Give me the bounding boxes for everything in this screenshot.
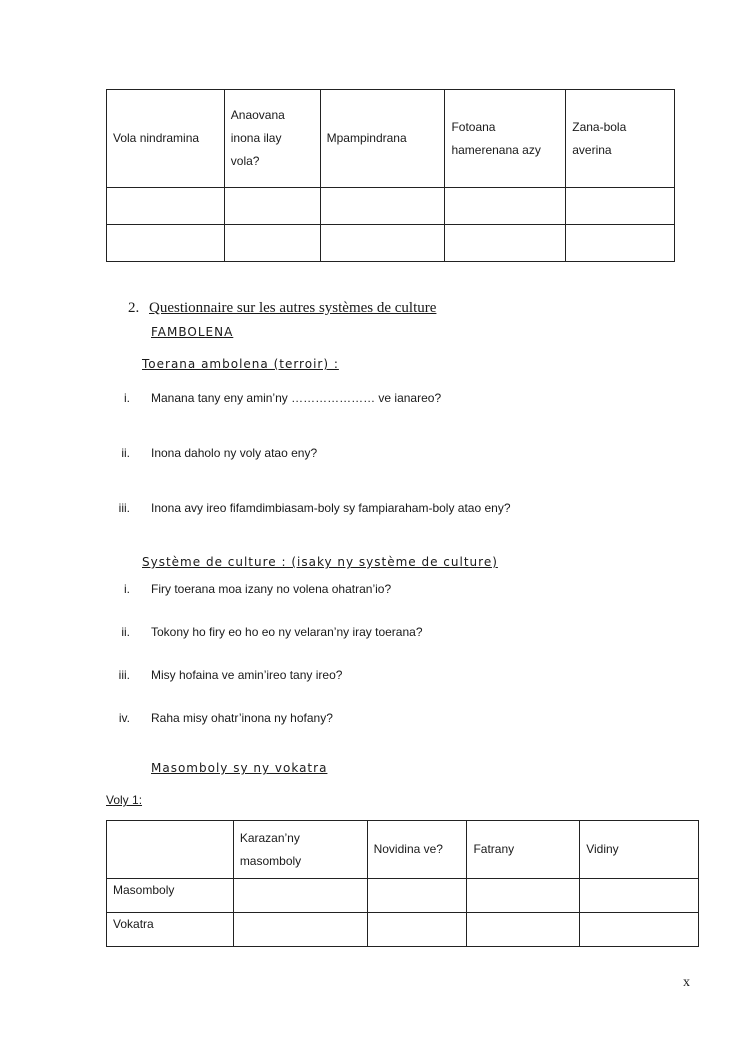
table-cell[interactable] (467, 879, 580, 913)
row-label: Masomboly (107, 879, 234, 913)
table-cell[interactable] (445, 225, 566, 262)
systeme-heading: Système de culture : (isaky ny système de culture) (142, 555, 498, 569)
table-cell[interactable] (107, 225, 225, 262)
table-cell[interactable] (224, 225, 320, 262)
item-number: i. (124, 391, 130, 405)
seed-table-header-row (107, 821, 699, 879)
page-number: x (683, 975, 690, 990)
item-text: Tokony ho firy eo ho eo ny velaran’ny iray toerana? (151, 625, 423, 639)
item-text: Inona daholo ny voly atao eny? (151, 446, 318, 460)
item-text: Manana tany eny amin’ny ………………… ve ianareo? (151, 391, 442, 405)
terroir-heading: Toerana ambolena (terroir) : (142, 357, 339, 371)
loan-header-interest: Zana-bola averina (566, 90, 675, 188)
table-cell[interactable] (320, 188, 445, 225)
loan-header-purpose: Anaovana inona ilay vola? (224, 90, 320, 188)
item-number: ii. (121, 625, 130, 639)
table-row (107, 188, 675, 225)
table-cell[interactable] (224, 188, 320, 225)
table-cell[interactable] (367, 913, 467, 947)
seed-header-type: Karazan’ny masomboly (233, 821, 367, 879)
seed-header-quantity: Fatrany (467, 821, 580, 879)
table-row (107, 913, 699, 947)
table-row (107, 879, 699, 913)
item-text: Inona avy ireo fifamdimbiasam-boly sy fampiaraham-boly atao eny? (151, 501, 511, 515)
item-text: Misy hofaina ve amin’ireo tany ireo? (151, 668, 343, 682)
item-text: Raha misy ohatr’inona ny hofany? (151, 711, 333, 725)
table-cell[interactable] (367, 879, 467, 913)
table-cell[interactable] (580, 879, 699, 913)
item-text: Firy toerana moa izany no volena ohatran’io? (151, 582, 392, 596)
section-title (128, 300, 436, 317)
loan-table-header-row (107, 90, 675, 188)
table-cell[interactable] (566, 188, 675, 225)
table-row (107, 225, 675, 262)
table-cell[interactable] (233, 913, 367, 947)
section-number: 2. (128, 300, 140, 316)
table-cell[interactable] (445, 188, 566, 225)
masomboly-heading: Masomboly sy ny vokatra (151, 761, 328, 775)
table-cell[interactable] (107, 188, 225, 225)
item-number: iii. (118, 501, 130, 515)
seed-header-price: Vidiny (580, 821, 699, 879)
seed-table (106, 820, 699, 947)
section-title-text: Questionnaire sur les autres systèmes de culture (149, 300, 437, 316)
loan-table (106, 89, 675, 262)
loan-header-repay-time: Fotoana hamerenana azy (445, 90, 566, 188)
section-subtitle: FAMBOLENA (151, 325, 234, 339)
item-number: iii. (118, 668, 130, 682)
table-cell[interactable] (467, 913, 580, 947)
table-cell[interactable] (566, 225, 675, 262)
seed-header-bought: Novidina ve? (367, 821, 467, 879)
table-cell[interactable] (580, 913, 699, 947)
row-label: Vokatra (107, 913, 234, 947)
item-number: iv. (118, 711, 130, 725)
table-cell[interactable] (233, 879, 367, 913)
item-number: ii. (121, 446, 130, 460)
loan-header-amount: Vola nindramina (107, 90, 225, 188)
item-number: i. (124, 582, 130, 596)
table-cell[interactable] (320, 225, 445, 262)
seed-header-blank (107, 821, 234, 879)
voly-label: Voly 1: (106, 793, 143, 807)
loan-header-lender: Mpampindrana (320, 90, 445, 188)
